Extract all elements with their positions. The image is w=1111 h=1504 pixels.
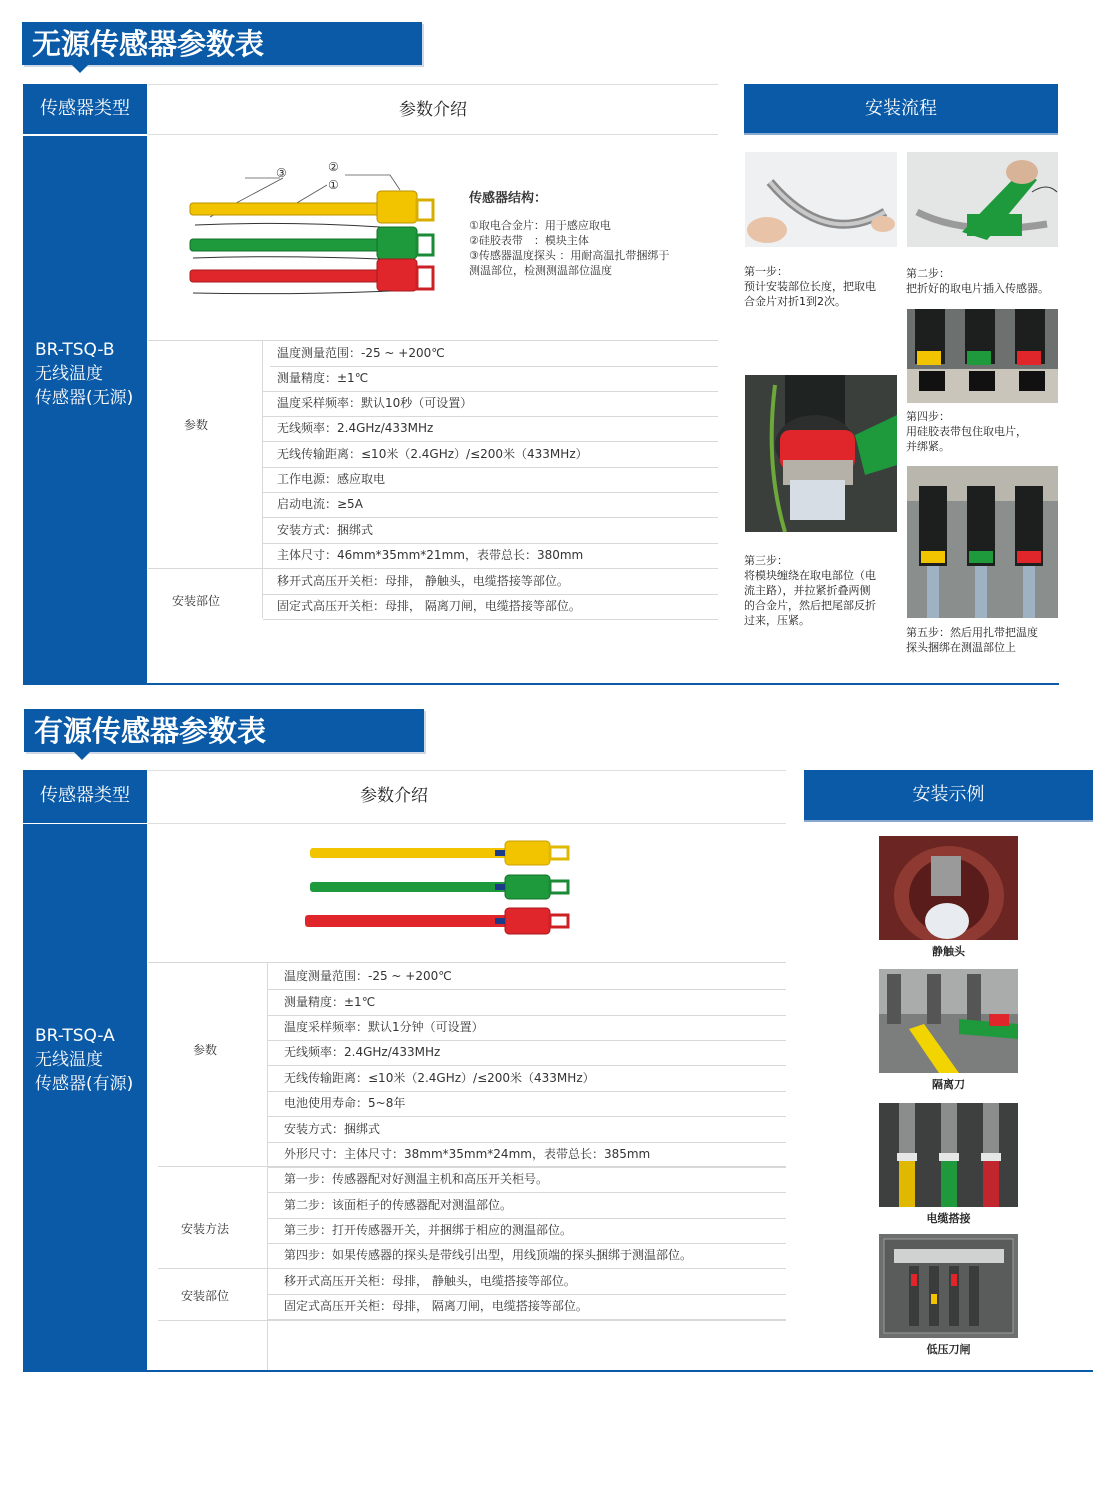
method-row: 第四步：如果传感器的探头是带线引出型，用线顶端的探头捆绑于测温部位。	[268, 1243, 786, 1269]
active-param-header: 参数介绍	[148, 770, 786, 824]
step5-caption: 第五步：然后用扎带把温度 探头捆绑在测温部位上	[906, 626, 1038, 654]
param-row: 无线频率：2.4GHz/433MHz	[268, 1040, 786, 1066]
param-row: 测量精度：±1℃	[268, 990, 786, 1016]
active-model-name: BR-TSQ-A 无线温度 传感器(有源)	[35, 1026, 134, 1094]
marker-1: ①	[328, 178, 339, 192]
active-example-header: 安装示例	[804, 770, 1093, 822]
param-row: 温度采样频率：默认10秒（可设置）	[263, 391, 718, 417]
step2-caption: 第二步： 把折好的取电片插入传感器。	[906, 267, 1049, 295]
example-lv-switch-photo	[879, 1234, 1018, 1338]
param-row: 温度测量范围：-25 ~ +200℃	[270, 341, 718, 367]
step5-photo	[907, 466, 1058, 618]
passive-title-text: 无源传感器参数表	[32, 27, 265, 61]
param-row: 主体尺寸：46mm*35mm*21mm，表带总长：380mm	[263, 543, 718, 569]
method-row: 第三步：打开传感器开关，并捆绑于相应的测温部位。	[268, 1218, 786, 1244]
example-cable-photo	[879, 1103, 1018, 1207]
passive-params-label: 参数	[183, 418, 208, 432]
active-model-column	[23, 824, 147, 1371]
param-row: 温度采样频率：默认1分钟（可设置）	[268, 1015, 786, 1041]
structure-item: ①取电合金片：用于感应取电	[469, 219, 611, 232]
example-static-contact-photo	[879, 836, 1018, 940]
param-row: 外形尺寸：主体尺寸：38mm*35mm*24mm，表带总长：385mm	[268, 1142, 786, 1168]
structure-item: ③传感器温度探头 ：用耐高温扎带捆绑于 测温部位，检测测温部位温度	[469, 249, 670, 277]
param-row: 测量精度：±1℃	[263, 366, 718, 392]
passive-section-title	[22, 22, 422, 65]
location-row: 移开式高压开关柜：母排， 静触头，电缆搭接等部位。	[263, 569, 718, 595]
step2-photo	[907, 152, 1058, 247]
location-row: 固定式高压开关柜：母排， 隔离刀闸，电缆搭接等部位。	[263, 594, 718, 620]
structure-title: 传感器结构：	[469, 191, 548, 206]
method-row: 第二步：该面柜子的传感器配对测温部位。	[268, 1193, 786, 1219]
active-params-label: 参数	[192, 1043, 217, 1057]
param-row: 电池使用寿命：5~8年	[268, 1091, 786, 1117]
param-row: 安装方式：捆绑式	[268, 1117, 786, 1143]
passive-install-header: 安装流程	[744, 84, 1058, 135]
passive-location-label: 安装部位	[171, 594, 220, 608]
step3-caption: 第三步： 将模块缠绕在取电部位（电 流主路），并拉紧折叠两侧 的合金片，然后把尾部反折 过来，压紧。	[744, 554, 876, 627]
active-table-bottom	[158, 1320, 786, 1321]
step1-photo	[745, 152, 897, 247]
marker-2: ②	[328, 160, 339, 174]
location-row: 固定式高压开关柜：母排， 隔离刀闸，电缆搭接等部位。	[268, 1294, 786, 1320]
method-row: 第一步：传感器配对好测温主机和高压开关柜号。	[268, 1167, 786, 1193]
step1-caption: 第一步： 预计安装部位长度，把取电 合金片对折1到2次。	[744, 265, 876, 308]
passive-param-header: 参数介绍	[148, 84, 718, 135]
step3-photo	[745, 375, 897, 532]
step4-caption: 第四步： 用硅胶表带包住取电片， 并绑紧。	[906, 410, 1027, 453]
param-row: 温度测量范围：-25 ~ +200℃	[268, 964, 786, 990]
passive-bottom-rule	[23, 683, 1059, 685]
example-caption: 低压刀闸	[926, 1343, 971, 1356]
active-bottom-rule	[23, 1370, 1093, 1372]
passive-model-name: BR-TSQ-B 无线温度 传感器(无源)	[35, 340, 134, 408]
active-table-top	[148, 962, 786, 963]
example-caption: 隔离刀	[932, 1078, 965, 1091]
passive-sensor-image	[185, 155, 450, 305]
param-row: 安装方式：捆绑式	[263, 518, 718, 544]
active-method-label: 安装方法	[180, 1222, 229, 1236]
param-row: 工作电源：感应取电	[263, 467, 718, 493]
title-pointer	[72, 65, 88, 73]
active-type-header: 传感器类型	[23, 770, 147, 823]
passive-type-header: 传感器类型	[23, 84, 147, 134]
active-title-text: 有源传感器参数表	[34, 714, 267, 748]
marker-3: ③	[276, 166, 287, 180]
param-row: 无线频率：2.4GHz/433MHz	[263, 416, 718, 442]
structure-item: ②硅胶表带 ：模块主体	[469, 234, 589, 247]
example-caption: 电缆搭接	[926, 1212, 971, 1225]
param-row: 无线传输距离：≤10米（2.4GHz）/≤200米（433MHz）	[263, 442, 718, 468]
location-row: 移开式高压开关柜：母排， 静触头，电缆搭接等部位。	[268, 1269, 786, 1295]
param-row: 启动电流：≥5A	[263, 492, 718, 518]
param-row: 无线传输距离：≤10米（2.4GHz）/≤200米（433MHz）	[268, 1066, 786, 1092]
example-isolator-photo	[879, 969, 1018, 1073]
step4-photo	[907, 309, 1058, 403]
example-caption: 静触头	[932, 945, 965, 958]
title-pointer	[74, 752, 90, 760]
sensor-structure	[469, 187, 714, 278]
active-section-title	[24, 709, 424, 752]
active-sensor-image	[305, 838, 575, 938]
passive-model-column	[23, 136, 147, 684]
active-location-label: 安装部位	[180, 1289, 229, 1303]
